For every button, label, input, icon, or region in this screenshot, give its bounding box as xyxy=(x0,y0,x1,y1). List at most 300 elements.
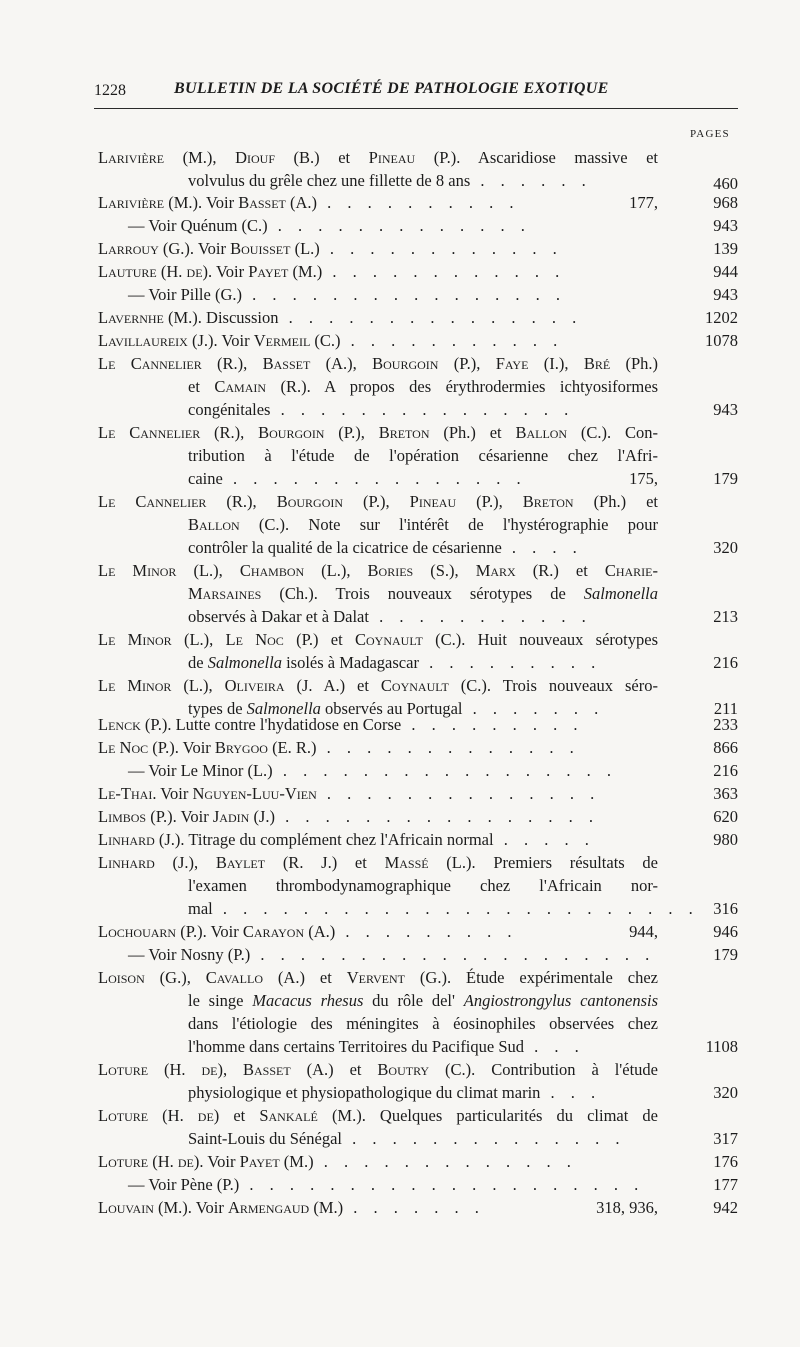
page-reference: 943 xyxy=(713,285,738,304)
entry-text: (H. xyxy=(148,1106,198,1125)
entry-text: (L.), xyxy=(171,676,225,695)
entry-first-line xyxy=(98,306,658,329)
author-name: Jadin xyxy=(212,807,250,826)
author-name: Boutry xyxy=(377,1060,430,1079)
page-reference: 866 xyxy=(713,738,738,757)
entry-text: (J.). Voir xyxy=(187,331,254,350)
dot-leader: . . . . . . . . . . . . . . . xyxy=(222,469,527,488)
entry-text: (L.), xyxy=(176,561,240,580)
entry-text: Nosny xyxy=(180,945,224,964)
dot-leader: . . . . . . . . . . . xyxy=(340,331,564,350)
dot-leader: . . . . . . . . . . . . . . . . xyxy=(242,285,566,304)
entry-continuation-line xyxy=(98,398,658,421)
dot-leader: . . . . . . . . . . . . xyxy=(322,262,566,281)
dot-leader: . . . . . . . xyxy=(462,699,605,718)
author-name: Pineau xyxy=(368,148,416,167)
author-name: (P.) xyxy=(223,945,251,964)
dot-leader: . . . . . . xyxy=(470,171,592,190)
entry-text: (C.). Trois nouveaux séro- xyxy=(448,676,658,695)
author-name: Payet xyxy=(239,1152,280,1171)
index-entry xyxy=(98,713,658,736)
entry-text: (J.). Titrage du complément chez l'Africain normal xyxy=(154,830,494,849)
author-name: Baylet xyxy=(215,853,266,872)
author-name: Basset xyxy=(243,1060,291,1079)
dot-leader: . . . . . . . . . xyxy=(401,715,584,734)
author-name: Chambon xyxy=(239,561,305,580)
entry-first-line xyxy=(98,1058,658,1081)
index-entry xyxy=(98,628,658,674)
entry-text: (L.). Premiers résultats de xyxy=(428,853,658,872)
author-name: Armengaud xyxy=(227,1198,310,1217)
author-name: Nguyen-Luu-Vien xyxy=(192,784,317,803)
entry-text: (G.). Étude expérimentale chez xyxy=(405,968,658,987)
entry-text: dans l'étiologie des méningites à éosinophiles observées chez xyxy=(188,1014,658,1033)
author-name: Carayon xyxy=(242,922,305,941)
entry-text: physiologique et physiopathologique du climat marin xyxy=(188,1083,541,1102)
page-reference: 216 xyxy=(713,653,738,672)
index-entry xyxy=(98,490,658,559)
page-reference: 213 xyxy=(713,607,738,626)
entry-text: (P.), xyxy=(324,423,379,442)
author-name: Larivière xyxy=(98,193,165,212)
author-name: Charie- xyxy=(604,561,658,580)
dot-leader: . . . . . . . . . . . . xyxy=(319,239,563,258)
entry-first-line xyxy=(98,352,658,375)
entry-text: (H. xyxy=(148,1060,202,1079)
index-entry xyxy=(98,237,658,260)
entry-text: (C.) xyxy=(310,331,341,350)
author-name: Payet xyxy=(248,262,289,281)
dot-leader: . . . xyxy=(540,1083,602,1102)
author-name: Diouf xyxy=(235,148,275,167)
entry-continuation-line xyxy=(98,1127,658,1150)
entry-text: . Voir xyxy=(152,784,193,803)
entry-text: (J.) xyxy=(249,807,275,826)
entry-first-line xyxy=(98,490,658,513)
inline-page-reference: 318, 936, xyxy=(596,1198,658,1217)
inline-page-reference: 177, xyxy=(629,193,658,212)
page-reference: 942 xyxy=(713,1198,738,1217)
dot-leader: . . . . . . . . . . . . . . xyxy=(341,1129,626,1148)
entry-text: (Ph.) xyxy=(610,354,659,373)
entry-continuation-line xyxy=(98,897,699,920)
entry-first-line xyxy=(98,237,658,260)
author-name: Bourgoin xyxy=(372,354,439,373)
index-entry xyxy=(98,1196,658,1219)
page-reference: 179 xyxy=(713,945,738,964)
entry-text: (J. A.) et xyxy=(284,676,381,695)
page-reference: 176 xyxy=(713,1152,738,1171)
author-name: de xyxy=(201,1060,218,1079)
author-name: Louvain xyxy=(98,1198,154,1217)
index-entry xyxy=(98,966,658,1058)
entry-text: (H. xyxy=(156,262,187,281)
entry-text: — Voir xyxy=(128,285,181,304)
author-name: Le Cannelier xyxy=(98,423,201,442)
entry-first-line xyxy=(98,920,658,943)
entry-text: (P.), xyxy=(438,354,496,373)
author-name: Loison xyxy=(98,968,145,987)
inline-page-reference: 944, xyxy=(629,922,658,941)
entry-text: (I.), xyxy=(528,354,584,373)
dot-leader: . . . . . . . . . . . . . . . . . . . . . . . . xyxy=(212,899,699,918)
entry-first-line xyxy=(98,713,658,736)
dot-leader: . . . . . . . . . . . xyxy=(368,607,592,626)
entry-text: (M.), xyxy=(164,148,236,167)
entry-text: l'homme dans certains Territoires du Pacifique Sud xyxy=(188,1037,525,1056)
entry-text: (P.). Voir xyxy=(176,922,243,941)
page-reference: 177 xyxy=(713,1175,738,1194)
entry-continuation-line xyxy=(98,513,658,536)
entry-text: (A.) et xyxy=(263,968,347,987)
page-reference: 216 xyxy=(713,761,738,780)
entry-first-line xyxy=(98,1196,658,1219)
index-entry xyxy=(98,260,658,283)
author-name: Larivière xyxy=(98,148,165,167)
entry-first-line xyxy=(98,628,658,651)
entry-text: tribution à l'étude de l'opération césarienne chez l'Afri- xyxy=(188,446,658,465)
entry-first-line xyxy=(98,759,658,782)
entry-text: contrôler la qualité de la cicatrice de césarienne xyxy=(188,538,502,557)
dot-leader: . . . . . . . . . . . . . . . xyxy=(278,308,583,327)
entry-text: (S.), xyxy=(413,561,476,580)
entry-text: Ballon (C.). Note sur l'intérêt de l'hystérographie pour xyxy=(188,515,658,534)
dot-leader: . . . . . . . . . . xyxy=(317,193,520,212)
entry-text: Saint-Louis du Sénégal xyxy=(188,1129,342,1148)
author-name: Lenck xyxy=(98,715,141,734)
dot-leader: . . . . . . . . . xyxy=(418,653,602,672)
pages-column-label: PAGES xyxy=(690,128,730,140)
author-name: Basset xyxy=(262,354,311,373)
entry-text: (H. xyxy=(148,1152,178,1171)
author-name: Limbos xyxy=(98,807,147,826)
author-name: (C.) xyxy=(237,216,268,235)
entry-text: mal xyxy=(188,899,213,918)
author-name: Cavallo xyxy=(205,968,263,987)
entry-text: (P.) et xyxy=(283,630,355,649)
author-name: Lavernhe xyxy=(98,308,164,327)
page-reference: 946 xyxy=(713,922,738,941)
page-reference: 363 xyxy=(713,784,738,803)
entry-text: ). Voir xyxy=(193,1152,240,1171)
author-name: Oliveira xyxy=(224,676,285,695)
entry-first-line xyxy=(98,782,658,805)
entry-text: (L.), xyxy=(171,630,226,649)
entry-text: (P.). Ascaridiose massive et xyxy=(415,148,658,167)
author-name: Bourgoin xyxy=(276,492,344,511)
entry-text: (B.) et xyxy=(275,148,369,167)
entry-text: (C.). Contribution à l'étude xyxy=(429,1060,658,1079)
author-name: Coynault xyxy=(380,676,449,695)
entry-text: et Camain (R.). A propos des érythrodermies ichtyosiformes xyxy=(188,377,658,396)
dot-leader: . . . . . . . . . . . . . . . . . . . . xyxy=(239,1175,645,1194)
entry-text: le singe Macacus rhesus du rôle del' Angiostrongylus cantonensis xyxy=(188,991,658,1010)
page-reference: 980 xyxy=(713,830,738,849)
entry-text: (A.) xyxy=(304,922,336,941)
author-name: Faye xyxy=(495,354,529,373)
index-entry xyxy=(98,759,658,782)
entry-text: (C.). Huit nouveaux sérotypes xyxy=(422,630,658,649)
dot-leader: . . . . . . . . . . . . . . . xyxy=(270,400,575,419)
author-name: Lavillaureix xyxy=(98,331,188,350)
author-name: Sankalé xyxy=(259,1106,318,1125)
author-name: Lauture xyxy=(98,262,157,281)
entry-text: — Voir xyxy=(128,1175,181,1194)
entry-continuation-line xyxy=(98,375,658,398)
index-entry xyxy=(98,736,658,759)
author-name: Breton xyxy=(378,423,430,442)
index-entry xyxy=(98,214,658,237)
author-name: Bourgoin xyxy=(258,423,325,442)
page-header xyxy=(94,82,736,106)
page-reference: 316 xyxy=(713,899,738,918)
entry-text: (Ph.) et xyxy=(573,492,659,511)
entry-text: observés à Dakar et à Dalat xyxy=(188,607,369,626)
author-name: Le-Thai xyxy=(98,784,153,803)
dot-leader: . . . . . . . . . . . . . . . . . . . . xyxy=(250,945,656,964)
author-name: de xyxy=(197,1106,214,1125)
entry-text: Pille xyxy=(180,285,211,304)
index-entry xyxy=(98,559,658,628)
author-name: Linhard xyxy=(98,853,155,872)
index-entry xyxy=(98,851,699,920)
author-name: Le Minor xyxy=(98,561,177,580)
entry-first-line xyxy=(98,329,658,352)
index-entry xyxy=(98,1173,658,1196)
index-entry xyxy=(98,329,658,352)
entry-text: (J.), xyxy=(154,853,216,872)
page-reference: 620 xyxy=(713,807,738,826)
page-reference: 1108 xyxy=(705,1037,738,1056)
entry-text: congénitales xyxy=(188,400,271,419)
author-name: Pineau xyxy=(409,492,457,511)
dot-leader: . . . . . . . . . xyxy=(335,922,518,941)
index-entry xyxy=(98,352,658,421)
author-name: Bré xyxy=(583,354,611,373)
entry-first-line xyxy=(98,805,658,828)
page-reference: 139 xyxy=(713,239,738,258)
entry-first-line xyxy=(98,559,658,582)
index-entry xyxy=(98,146,658,192)
entry-continuation-line xyxy=(98,605,658,628)
entry-first-line xyxy=(98,943,658,966)
index-entry xyxy=(98,421,658,490)
entry-text: (M.) xyxy=(309,1198,344,1217)
index-entry xyxy=(98,283,658,306)
entry-first-line xyxy=(98,674,658,697)
index-entry xyxy=(98,920,658,943)
entry-text: (M.). Discussion xyxy=(163,308,279,327)
entry-text: Marsaines (Ch.). Trois nouveaux sérotypes de Salmonella xyxy=(188,584,658,603)
running-title: BULLETIN DE LA SOCIÉTÉ DE PATHOLOGIE EXOTIQUE xyxy=(174,80,609,97)
page-reference: 944 xyxy=(713,262,738,281)
entry-first-line xyxy=(98,1150,658,1173)
dot-leader: . . . . . . . . . . . . . . xyxy=(316,784,601,803)
entry-text: (A.) xyxy=(285,193,318,212)
entry-text: (M.). Quelques particularités du climat de xyxy=(317,1106,658,1125)
entry-text: (G.). Voir xyxy=(158,239,231,258)
entry-first-line xyxy=(98,421,658,444)
page-reference: 1202 xyxy=(705,308,738,327)
author-name: Le Minor xyxy=(98,676,172,695)
entry-continuation-line xyxy=(98,651,658,674)
index-entry xyxy=(98,1104,658,1150)
entry-text: (M.). Voir xyxy=(164,193,239,212)
entry-text: (A.) et xyxy=(290,1060,378,1079)
entry-first-line xyxy=(98,260,658,283)
entry-continuation-line xyxy=(98,444,658,467)
entry-first-line xyxy=(98,851,658,874)
index-entry xyxy=(98,1058,658,1104)
author-name: Ballon xyxy=(515,423,568,442)
entry-text: (M.) xyxy=(288,262,323,281)
page-reference: 943 xyxy=(713,216,738,235)
author-name: Massé xyxy=(384,853,429,872)
entry-text: (P.), xyxy=(343,492,410,511)
author-name: de xyxy=(186,262,203,281)
entry-continuation-line xyxy=(98,989,658,1012)
page-number: 1228 xyxy=(94,82,126,99)
entry-text: ) et xyxy=(213,1106,260,1125)
entry-text: ). Voir xyxy=(202,262,249,281)
page-reference: 211 xyxy=(713,699,738,718)
dot-leader: . . . . . . . . . . . . . xyxy=(316,738,580,757)
index-entry xyxy=(98,1150,658,1173)
dot-leader: . . . . . . . . . . . . . . . . xyxy=(274,807,599,826)
entry-text: (P.). Lutte contre l'hydatidose en Corse xyxy=(140,715,402,734)
entry-text: types de Salmonella observés au Portugal xyxy=(188,699,463,718)
page-reference: 943 xyxy=(713,400,738,419)
index-entry xyxy=(98,943,658,966)
index-entry xyxy=(98,306,658,329)
entry-text: — Voir xyxy=(128,216,181,235)
entry-first-line xyxy=(98,828,658,851)
author-name: Le Noc xyxy=(225,630,284,649)
entry-first-line xyxy=(98,1173,658,1196)
author-name: Brygoo xyxy=(214,738,268,757)
entry-text: (P.), xyxy=(456,492,523,511)
author-name: Lochouarn xyxy=(98,922,177,941)
entry-continuation-line xyxy=(98,536,658,559)
dot-leader: . . . . . . . xyxy=(343,1198,485,1217)
author-name: Larrouy xyxy=(98,239,159,258)
author-name: Loture xyxy=(98,1152,149,1171)
page-reference: 320 xyxy=(713,1083,738,1102)
entry-first-line xyxy=(98,966,658,989)
entry-first-line xyxy=(98,736,658,759)
entry-text: volvulus du grêle chez une fillette de 8 ans xyxy=(188,171,471,190)
index-entry xyxy=(98,782,658,805)
dot-leader: . . . . . xyxy=(493,830,595,849)
entry-text: de Salmonella isolés à Madagascar xyxy=(188,653,419,672)
author-name: Coynault xyxy=(354,630,423,649)
entry-first-line xyxy=(98,146,658,169)
entry-text: (A.), xyxy=(310,354,373,373)
inline-page-reference: 175, xyxy=(629,469,658,488)
entry-text: (M.) xyxy=(279,1152,314,1171)
page-reference: 317 xyxy=(713,1129,738,1148)
header-rule xyxy=(94,108,738,109)
page-reference: 233 xyxy=(713,715,738,734)
entry-text: (R.), xyxy=(201,354,263,373)
entry-first-line xyxy=(98,191,658,214)
dot-leader: . . . . . . . . . . . . . xyxy=(313,1152,577,1171)
dot-leader: . . . . . . . . . . . . . . . . . xyxy=(272,761,617,780)
author-name: Le Cannelier xyxy=(98,354,202,373)
page-reference: 460 xyxy=(713,174,738,193)
entry-text: Le Minor xyxy=(180,761,244,780)
entry-continuation-line xyxy=(98,467,658,490)
author-name: Linhard xyxy=(98,830,155,849)
entry-text: l'examen thrombodynamographique chez l'Africain nor- xyxy=(188,876,658,895)
dot-leader: . . . . xyxy=(501,538,583,557)
author-name: Le Cannelier xyxy=(98,492,207,511)
entry-text: (Ph.) et xyxy=(429,423,516,442)
author-name: Marx xyxy=(475,561,516,580)
entry-text: — Voir xyxy=(128,761,181,780)
entry-continuation-line xyxy=(98,1035,658,1058)
author-name: Bories xyxy=(367,561,414,580)
entry-text: Quénum xyxy=(180,216,238,235)
entry-first-line xyxy=(98,214,658,237)
author-name: Basset xyxy=(238,193,286,212)
entry-continuation-line xyxy=(98,169,658,192)
entry-text: (R. J.) et xyxy=(265,853,385,872)
author-name: Loture xyxy=(98,1060,149,1079)
entry-text: (P.). Voir xyxy=(146,807,213,826)
entry-text: ), xyxy=(217,1060,244,1079)
entry-continuation-line xyxy=(98,874,658,897)
author-name: Vermeil xyxy=(253,331,311,350)
entry-text: Pène xyxy=(180,1175,213,1194)
author-name: (P.) xyxy=(212,1175,240,1194)
entry-text: (M.). Voir xyxy=(153,1198,228,1217)
index-entry xyxy=(98,805,658,828)
entry-text: (P.). Voir xyxy=(148,738,215,757)
entry-first-line xyxy=(98,283,658,306)
entry-text: (R.) et xyxy=(515,561,605,580)
entry-continuation-line xyxy=(98,1012,658,1035)
author-name: (L.) xyxy=(243,761,273,780)
entry-text: (R.), xyxy=(206,492,277,511)
entry-text: (R.), xyxy=(200,423,259,442)
author-name: Vervent xyxy=(346,968,405,987)
dot-leader: . . . xyxy=(524,1037,585,1056)
author-name: Bouisset xyxy=(230,239,291,258)
author-name: Le Noc xyxy=(98,738,149,757)
author-name: Le Minor xyxy=(98,630,172,649)
entry-continuation-line xyxy=(98,1081,658,1104)
page-reference: 320 xyxy=(713,538,738,557)
dot-leader: . . . . . . . . . . . . . xyxy=(267,216,531,235)
entry-text: (C.). Con- xyxy=(567,423,659,442)
page-reference: 968 xyxy=(713,193,738,212)
entry-text: caine xyxy=(188,469,223,488)
author-name: Loture xyxy=(98,1106,149,1125)
author-name: Breton xyxy=(522,492,574,511)
entry-text: (L.) xyxy=(290,239,320,258)
author-name: de xyxy=(177,1152,194,1171)
index-entry xyxy=(98,828,658,851)
author-name: (G.) xyxy=(210,285,242,304)
entry-text: (L.), xyxy=(304,561,368,580)
index-entry xyxy=(98,191,658,214)
entry-continuation-line xyxy=(98,582,658,605)
entry-text: — Voir xyxy=(128,945,181,964)
entry-first-line xyxy=(98,1104,658,1127)
page-reference: 1078 xyxy=(705,331,738,350)
entry-text: (E. R.) xyxy=(267,738,317,757)
